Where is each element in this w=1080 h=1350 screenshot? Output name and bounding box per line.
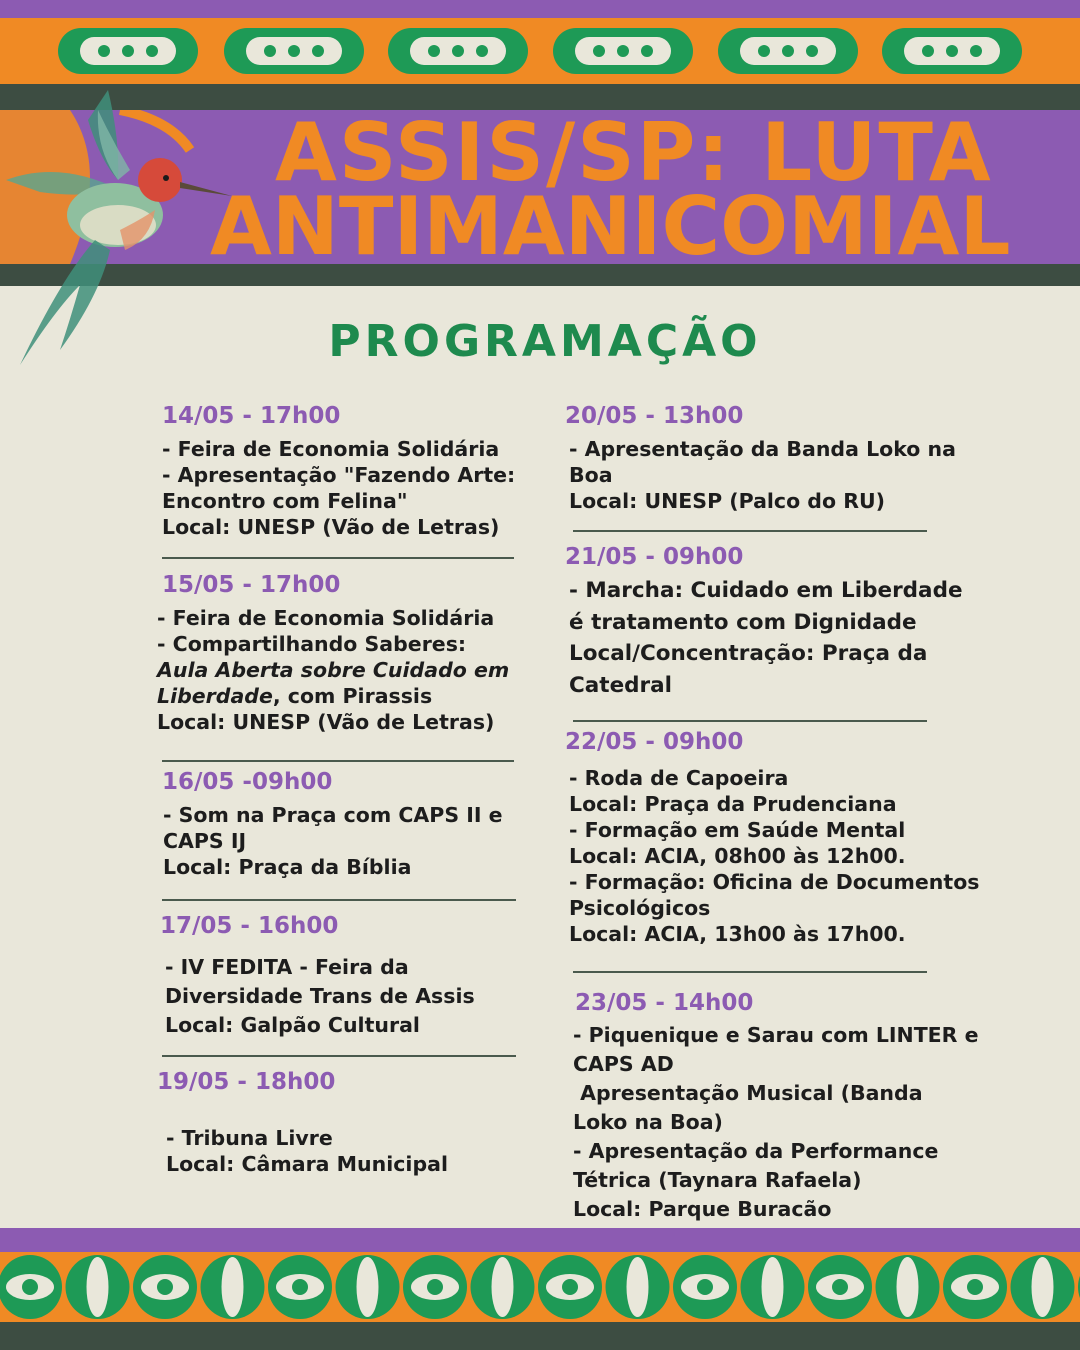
event-details	[573, 1021, 979, 1224]
event-date: 19/05 - 18h00	[157, 1069, 336, 1095]
event-line-text: , com Pirassis	[272, 684, 433, 708]
divider	[573, 720, 927, 722]
event-date: 17/05 - 16h00	[160, 913, 339, 939]
divider	[162, 760, 514, 762]
event-line: Local: Parque Buracão	[573, 1197, 832, 1221]
pattern-pupil	[22, 1279, 38, 1295]
event-line: - Feira de Economia Solidária	[162, 437, 500, 461]
event-line: CAPS IJ	[163, 829, 247, 853]
pattern-eye	[492, 1257, 514, 1317]
pattern-pupil	[697, 1279, 713, 1295]
event-line: Psicológicos	[569, 896, 711, 920]
event-line: Local: Galpão Cultural	[165, 1013, 420, 1037]
event-line: - Feira de Economia Solidária	[157, 606, 495, 630]
event-line: - Roda de Capoeira	[569, 766, 789, 790]
event-date: 22/05 - 09h00	[565, 729, 744, 755]
event-details	[166, 1125, 448, 1177]
pattern-pill	[58, 28, 198, 74]
event-details	[165, 953, 475, 1040]
divider	[162, 1055, 516, 1057]
pattern-eye	[222, 1257, 244, 1317]
event-line: Local: Praça da Prudenciana	[569, 792, 897, 816]
event-line-italic: Liberdade	[157, 684, 273, 708]
event-line: Local/Concentração: Praça da	[569, 641, 928, 666]
pattern-eye	[897, 1257, 919, 1317]
event-line: - Tribuna Livre	[166, 1126, 333, 1150]
title-line-1: ASSIS/SP: LUTA	[275, 106, 993, 199]
event-date: 15/05 - 17h00	[162, 572, 341, 598]
event-line: - Marcha: Cuidado em Liberdade	[569, 578, 963, 603]
event-details	[569, 575, 963, 701]
event-line: Diversidade Trans de Assis	[165, 984, 475, 1008]
event-line: Loko na Boa)	[573, 1110, 723, 1134]
bottom-border-dark	[0, 1322, 1080, 1350]
event-date: 21/05 - 09h00	[565, 544, 744, 570]
divider	[573, 530, 927, 532]
top-border-orange	[0, 18, 1080, 84]
pattern-eye	[627, 1257, 649, 1317]
event-line: Apresentação Musical (Banda	[573, 1081, 923, 1105]
event-line: é tratamento com Dignidade	[569, 609, 917, 635]
title-line-2: ANTIMANICOMIAL	[210, 180, 1011, 273]
event-line: - Apresentação da Performance	[573, 1139, 939, 1163]
event-line: - Formação em Saúde Mental	[569, 818, 906, 842]
event-date: 23/05 - 14h00	[575, 990, 754, 1016]
event-line	[157, 657, 509, 683]
event-line: Local: ACIA, 13h00 às 17h00.	[569, 922, 906, 946]
bottom-border-purple	[0, 1228, 1080, 1252]
event-line: Local: ACIA, 08h00 às 12h00.	[569, 844, 906, 868]
event-date: 14/05 - 17h00	[162, 403, 341, 429]
pattern-eye	[357, 1257, 379, 1317]
top-border-purple	[0, 0, 1080, 18]
pattern-pill	[388, 28, 528, 74]
divider	[162, 557, 514, 559]
pattern-eye	[87, 1257, 109, 1317]
pattern-pupil	[427, 1279, 443, 1295]
event-line: Local: Praça da Bíblia	[163, 855, 412, 879]
event-line: - Formação: Oficina de Documentos	[569, 870, 980, 894]
event-line: Local: UNESP (Vão de Letras)	[157, 710, 495, 734]
divider	[573, 971, 927, 973]
pattern-pill	[718, 28, 858, 74]
pattern-pupil	[832, 1279, 848, 1295]
event-line: - Apresentação "Fazendo Arte:	[162, 463, 516, 487]
event-line: - Piquenique e Sarau com LINTER e	[573, 1023, 979, 1047]
event-line: Boa	[569, 463, 613, 487]
event-line: Local: UNESP (Vão de Letras)	[162, 515, 500, 539]
event-line: Local: UNESP (Palco do RU)	[569, 489, 885, 513]
event-line: Catedral	[569, 672, 673, 698]
event-line: - Som na Praça com CAPS II e	[163, 803, 503, 827]
event-line: CAPS AD	[573, 1052, 674, 1076]
event-details	[569, 765, 979, 947]
event-date: 20/05 - 13h00	[565, 403, 744, 429]
event-line: - Compartilhando Saberes:	[157, 632, 467, 656]
pattern-pupil	[562, 1279, 578, 1295]
pattern-pill	[553, 28, 693, 74]
bottom-eye-pattern	[0, 1252, 1080, 1322]
pattern-pill	[882, 28, 1022, 74]
event-details	[163, 802, 503, 880]
pattern-eye	[762, 1257, 784, 1317]
event-details	[162, 436, 515, 540]
program-heading: PROGRAMAÇÃO	[328, 316, 762, 367]
event-line-italic: Aula Aberta sobre Cuidado em	[157, 658, 510, 682]
pattern-pupil	[967, 1279, 983, 1295]
event-line: - Apresentação da Banda Loko na	[569, 437, 956, 461]
pattern-eye	[1032, 1257, 1054, 1317]
event-line	[157, 683, 509, 709]
event-line: - IV FEDITA - Feira da	[165, 955, 409, 979]
pattern-pupil	[157, 1279, 173, 1295]
event-details	[569, 436, 956, 514]
divider	[162, 899, 516, 901]
event-line: Local: Câmara Municipal	[166, 1152, 448, 1176]
event-line: Encontro com Felina"	[162, 489, 408, 513]
event-details	[157, 605, 509, 735]
event-line: Tétrica (Taynara Rafaela)	[573, 1168, 862, 1192]
event-date: 16/05 -09h00	[162, 769, 333, 795]
pattern-pill	[224, 28, 364, 74]
pattern-pupil	[292, 1279, 308, 1295]
